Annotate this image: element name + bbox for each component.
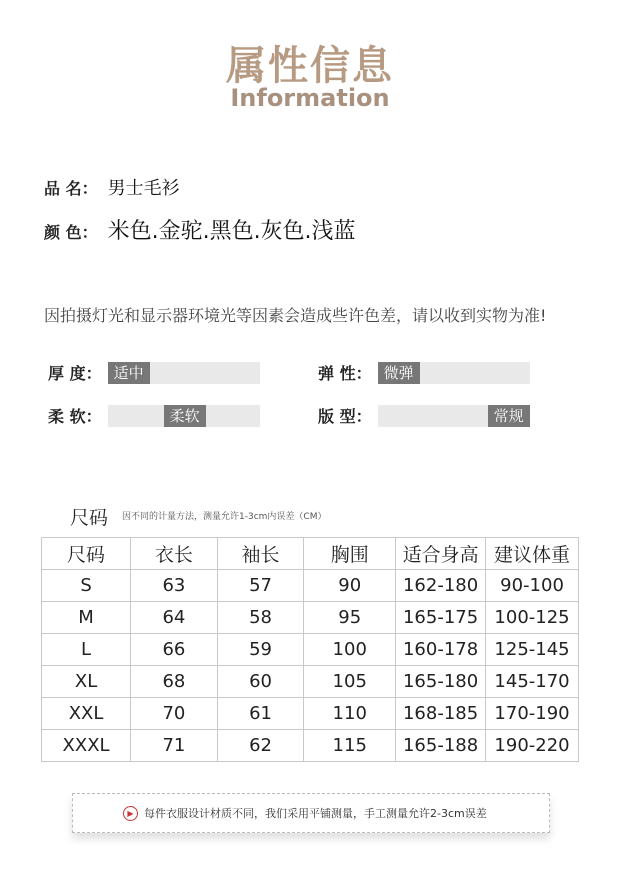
chest-cell: 95	[304, 602, 396, 634]
size-cell: M	[42, 602, 131, 634]
attr-softness-bar	[108, 405, 260, 427]
product-name-value: 男士毛衫	[107, 178, 180, 199]
size-table-row	[42, 570, 579, 602]
chest-cell: 110	[304, 698, 396, 730]
height-cell: 162-180	[396, 570, 486, 602]
height-cell: 165-180	[396, 666, 486, 698]
attr-elasticity-value: 微弹	[378, 362, 420, 384]
size-cell: XXXL	[42, 730, 131, 762]
size-cell: XXL	[42, 698, 131, 730]
attr-fit-value: 常规	[488, 405, 530, 427]
chest-cell: 100	[304, 634, 396, 666]
attr-thickness	[48, 361, 260, 384]
size-table	[41, 537, 579, 762]
attr-fit-label: 版 型：	[318, 407, 372, 426]
attr-fit	[318, 404, 530, 427]
size-table-header-row	[42, 538, 579, 570]
attr-elasticity-bar	[378, 362, 530, 384]
size-table-header: 胸围	[304, 538, 396, 570]
weight-cell: 170-190	[486, 698, 579, 730]
weight-cell: 100-125	[486, 602, 579, 634]
height-cell: 160-178	[396, 634, 486, 666]
size-cell: XL	[42, 666, 131, 698]
measurement-note-text: 每件衣服设计材质不同，我们采用平铺测量，手工测量允许2-3cm误差	[144, 807, 487, 820]
sleeve-cell: 62	[217, 730, 304, 762]
size-section-note: 因不同的计量方法，测量允许1-3cm内误差（CM）	[122, 512, 327, 522]
size-table-row	[42, 666, 579, 698]
page-subtitle: Information	[230, 84, 390, 112]
size-table-row	[42, 698, 579, 730]
sleeve-cell: 57	[217, 570, 304, 602]
height-cell: 168-185	[396, 698, 486, 730]
attr-fit-bar	[378, 405, 530, 427]
product-color-value: 米色.金驼.黑色.灰色.浅蓝	[107, 219, 356, 244]
size-table-row	[42, 602, 579, 634]
size-cell: L	[42, 634, 131, 666]
weight-cell: 145-170	[486, 666, 579, 698]
product-color-row	[44, 214, 356, 245]
size-table-header: 袖长	[217, 538, 304, 570]
attr-softness	[48, 404, 260, 427]
length-cell: 71	[131, 730, 218, 762]
size-table-header: 建议体重	[486, 538, 579, 570]
attr-softness-label: 柔 软：	[48, 407, 102, 426]
attr-elasticity-label: 弹 性：	[318, 364, 372, 383]
length-cell: 66	[131, 634, 218, 666]
arrow-right-circle-icon: ▶	[123, 806, 138, 821]
product-color-label: 颜 色：	[44, 223, 98, 242]
length-cell: 63	[131, 570, 218, 602]
attr-elasticity	[318, 361, 530, 384]
sleeve-cell: 58	[217, 602, 304, 634]
weight-cell: 190-220	[486, 730, 579, 762]
sleeve-cell: 59	[217, 634, 304, 666]
attr-softness-value: 柔软	[164, 405, 206, 427]
size-section-title: 尺码	[70, 507, 109, 529]
sleeve-cell: 61	[217, 698, 304, 730]
product-name-label: 品 名：	[44, 179, 98, 198]
weight-cell: 125-145	[486, 634, 579, 666]
size-table-header: 尺码	[42, 538, 131, 570]
product-name-row	[44, 174, 180, 200]
chest-cell: 105	[304, 666, 396, 698]
size-table-row	[42, 730, 579, 762]
attr-thickness-label: 厚 度：	[48, 364, 102, 383]
color-difference-notice: 因拍摄灯光和显示器环境光等因素会造成些许色差，请以收到实物为准!	[44, 306, 547, 325]
height-cell: 165-188	[396, 730, 486, 762]
length-cell: 68	[131, 666, 218, 698]
page-title: 属性信息	[226, 43, 394, 89]
attr-thickness-value: 适中	[108, 362, 150, 384]
attr-thickness-bar	[108, 362, 260, 384]
size-table-header: 衣长	[131, 538, 218, 570]
length-cell: 64	[131, 602, 218, 634]
size-table-row	[42, 634, 579, 666]
height-cell: 165-175	[396, 602, 486, 634]
chest-cell: 90	[304, 570, 396, 602]
length-cell: 70	[131, 698, 218, 730]
measurement-note-box	[72, 793, 550, 833]
chest-cell: 115	[304, 730, 396, 762]
size-table-header: 适合身高	[396, 538, 486, 570]
sleeve-cell: 60	[217, 666, 304, 698]
weight-cell: 90-100	[486, 570, 579, 602]
size-cell: S	[42, 570, 131, 602]
